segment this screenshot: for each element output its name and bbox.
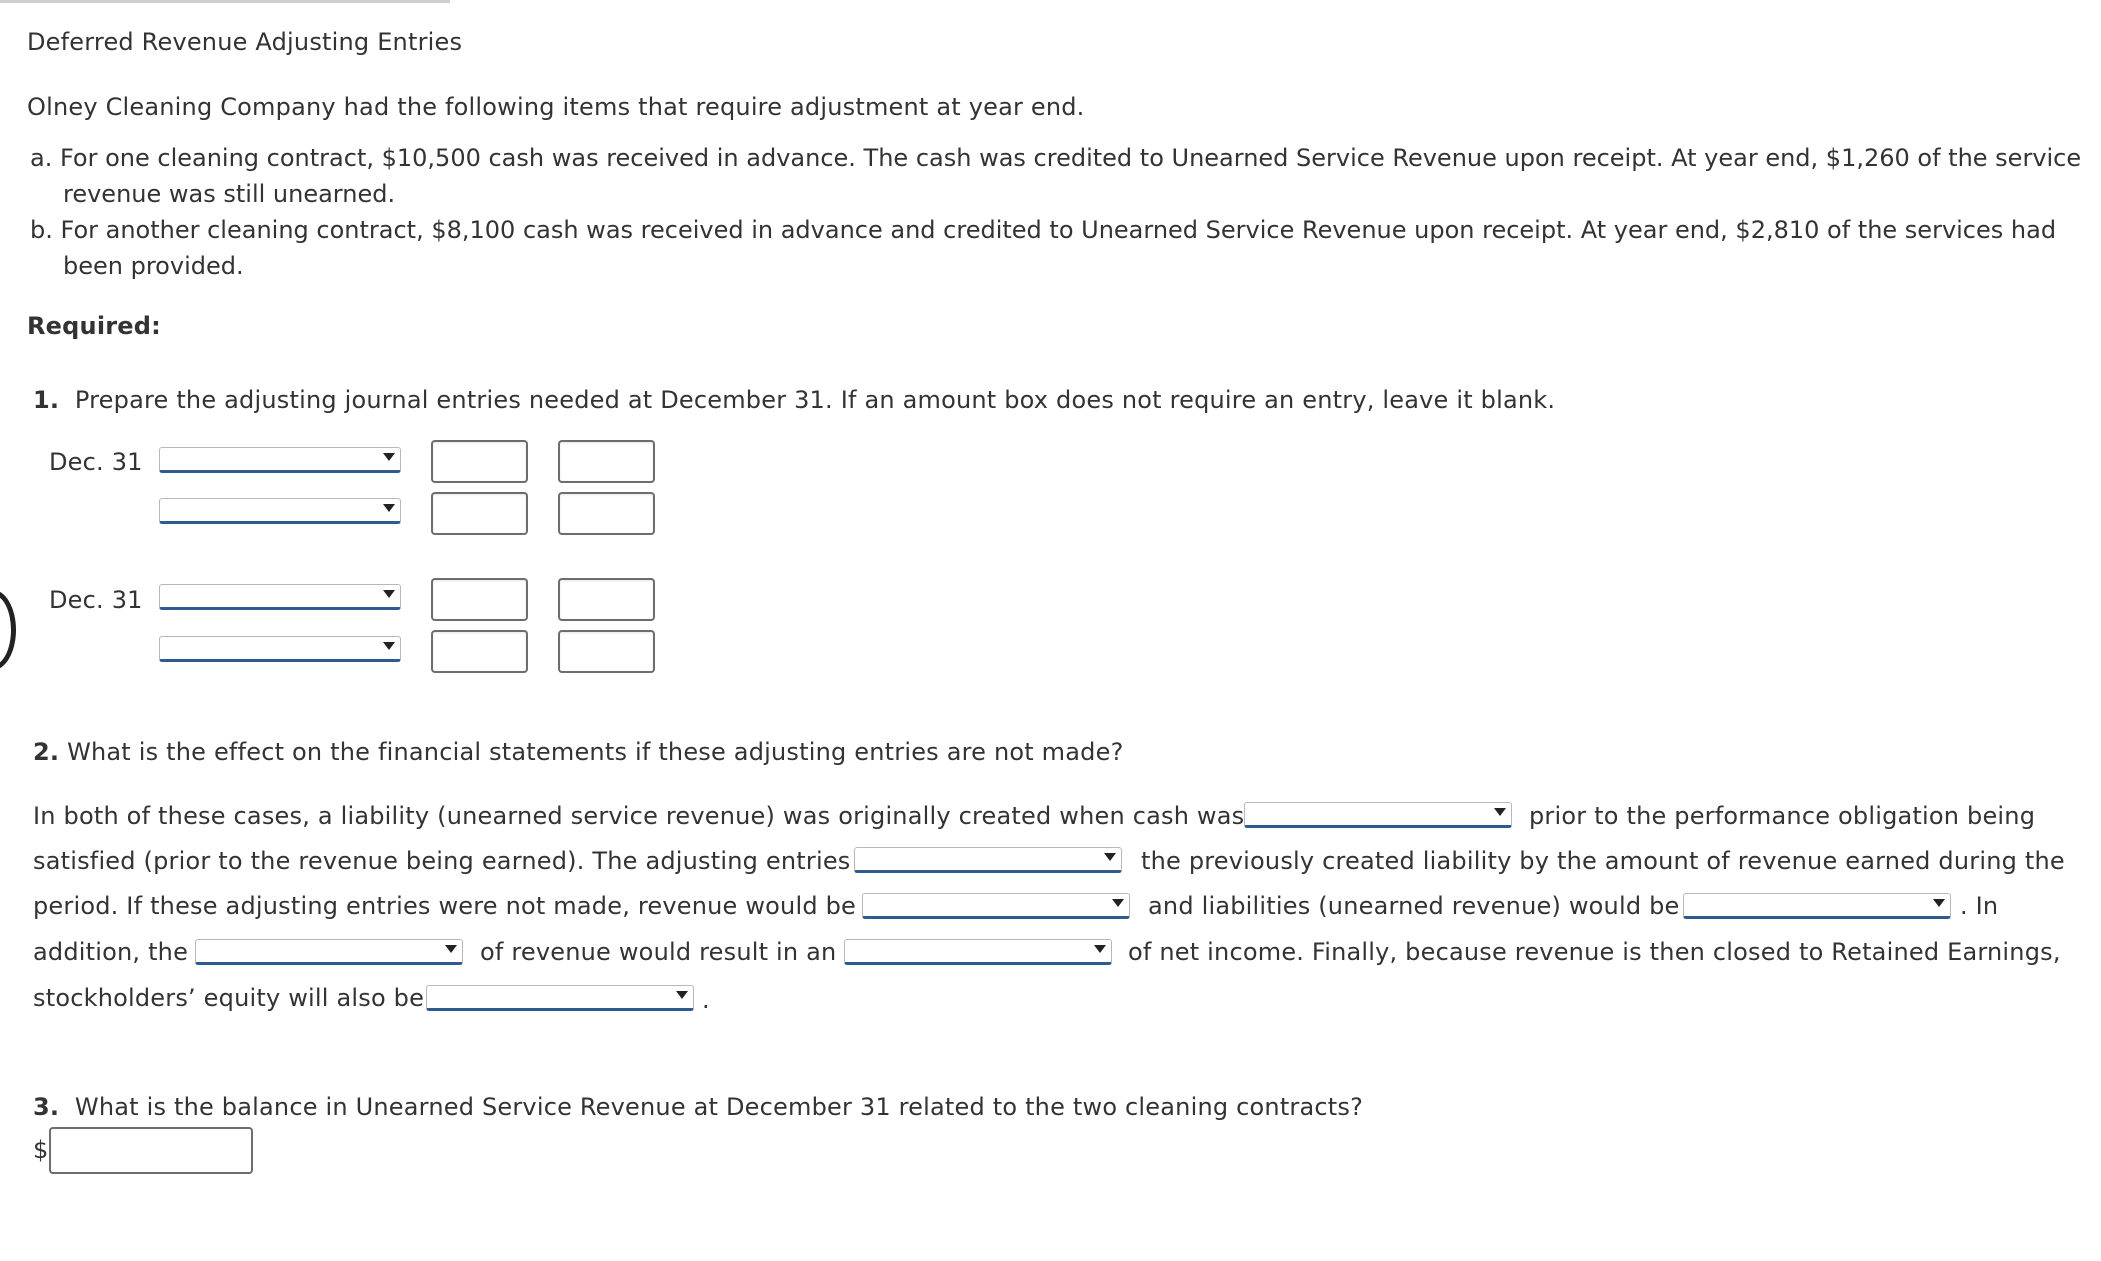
q2-revenue-effect-dropdown[interactable] [862, 893, 1130, 919]
q2-text-part2: prior to the performance obligation being [1529, 802, 2036, 830]
chevron-down-icon [1104, 853, 1116, 861]
entry2-debit-amount-input-row2[interactable] [431, 630, 528, 673]
q2-text-part7: . In [1960, 892, 1999, 920]
item-a-line2: revenue was still unearned. [63, 180, 396, 208]
item-a-line1: a. For one cleaning contract, $10,500 cash was received in advance. The cash was credited to Unearned Service Revenue upon receipt. At year end, $1,260 of the service [30, 144, 2082, 172]
entry2-debit-amount-input[interactable] [431, 578, 528, 621]
problem-title: Deferred Revenue Adjusting Entries [27, 28, 463, 56]
chevron-down-icon [383, 590, 395, 598]
q3-text: What is the balance in Unearned Service Revenue at December 31 related to the two cleaning contracts? [74, 1093, 1364, 1121]
item-b-line2: been provided. [63, 252, 244, 280]
q2-prompt [33, 738, 1124, 766]
entry2-date: Dec. 31 [49, 586, 143, 614]
chevron-down-icon [1094, 945, 1106, 953]
chevron-down-icon [383, 504, 395, 512]
q3-number: 3. [33, 1093, 60, 1121]
item-b-line1: b. For another cleaning contract, $8,100 cash was received in advance and credited to Unearned Service Revenue upon receipt. At year end, $2,810 of the services had [30, 216, 2057, 244]
q2-text-part4: the previously created liability by the amount of revenue earned during the [1141, 847, 2065, 875]
q2-text-part10: of net income. Finally, because revenue is then closed to Retained Earnings, [1128, 938, 2061, 966]
problem-intro: Olney Cleaning Company had the following items that require adjustment at year end. [27, 93, 1085, 121]
q2-liabilities-effect-dropdown[interactable] [1683, 893, 1951, 919]
q2-text-part5: period. If these adjusting entries were not made, revenue would be [33, 892, 857, 920]
q2-cash-dropdown[interactable] [1244, 802, 1512, 828]
q2-text-part1: In both of these cases, a liability (unearned service revenue) was originally created when cash was [33, 802, 1245, 830]
q2-text-part9: of revenue would result in an [480, 938, 837, 966]
required-label: Required: [27, 312, 161, 340]
entry1-debit-account-dropdown[interactable] [159, 447, 401, 473]
q2-text-part6: and liabilities (unearned revenue) would be [1148, 892, 1680, 920]
q2-number: 2. [33, 738, 60, 766]
chevron-down-icon [1933, 899, 1945, 907]
entry1-date: Dec. 31 [49, 448, 143, 476]
q2-text: What is the effect on the financial statements if these adjusting entries are not made? [67, 738, 1124, 766]
q2-text-part3: satisfied (prior to the revenue being earned). The adjusting entries [33, 847, 851, 875]
entry1-credit-amount-input[interactable] [558, 492, 655, 535]
chevron-down-icon [1494, 808, 1506, 816]
chevron-down-icon [383, 453, 395, 461]
chevron-down-icon [1112, 899, 1124, 907]
unearned-balance-input[interactable] [49, 1127, 253, 1174]
q1-text: Prepare the adjusting journal entries needed at December 31. If an amount box does not require an entry, leave it blank. [74, 386, 1556, 414]
entry2-credit-amount-input[interactable] [558, 630, 655, 673]
q1-prompt [33, 386, 1555, 414]
chevron-down-icon [383, 642, 395, 650]
chevron-down-icon [445, 945, 457, 953]
entry1-debit-amount-input-row2[interactable] [431, 492, 528, 535]
q2-adjusting-entries-dropdown[interactable] [854, 847, 1122, 873]
entry1-credit-account-dropdown[interactable] [159, 498, 401, 524]
entry2-credit-account-dropdown[interactable] [159, 636, 401, 662]
q2-equity-effect-dropdown[interactable] [426, 985, 694, 1011]
entry2-debit-account-dropdown[interactable] [159, 584, 401, 610]
q3-prompt [33, 1093, 1363, 1121]
entry1-credit-amount-input-row1[interactable] [558, 440, 655, 483]
q2-net-income-effect-dropdown[interactable] [844, 939, 1112, 965]
q2-revenue-condition-dropdown[interactable] [195, 939, 463, 965]
top-edge-divider [0, 0, 450, 3]
entry2-credit-amount-input-row1[interactable] [558, 578, 655, 621]
q2-text-part11: stockholders’ equity will also be [33, 984, 425, 1012]
dollar-sign-label: $ [33, 1136, 49, 1164]
entry1-debit-amount-input[interactable] [431, 440, 528, 483]
left-edge-partial-circle [0, 590, 16, 670]
q2-text-part8: addition, the [33, 938, 189, 966]
chevron-down-icon [676, 991, 688, 999]
q1-number: 1. [33, 386, 60, 414]
q2-text-part12: . [702, 986, 710, 1014]
